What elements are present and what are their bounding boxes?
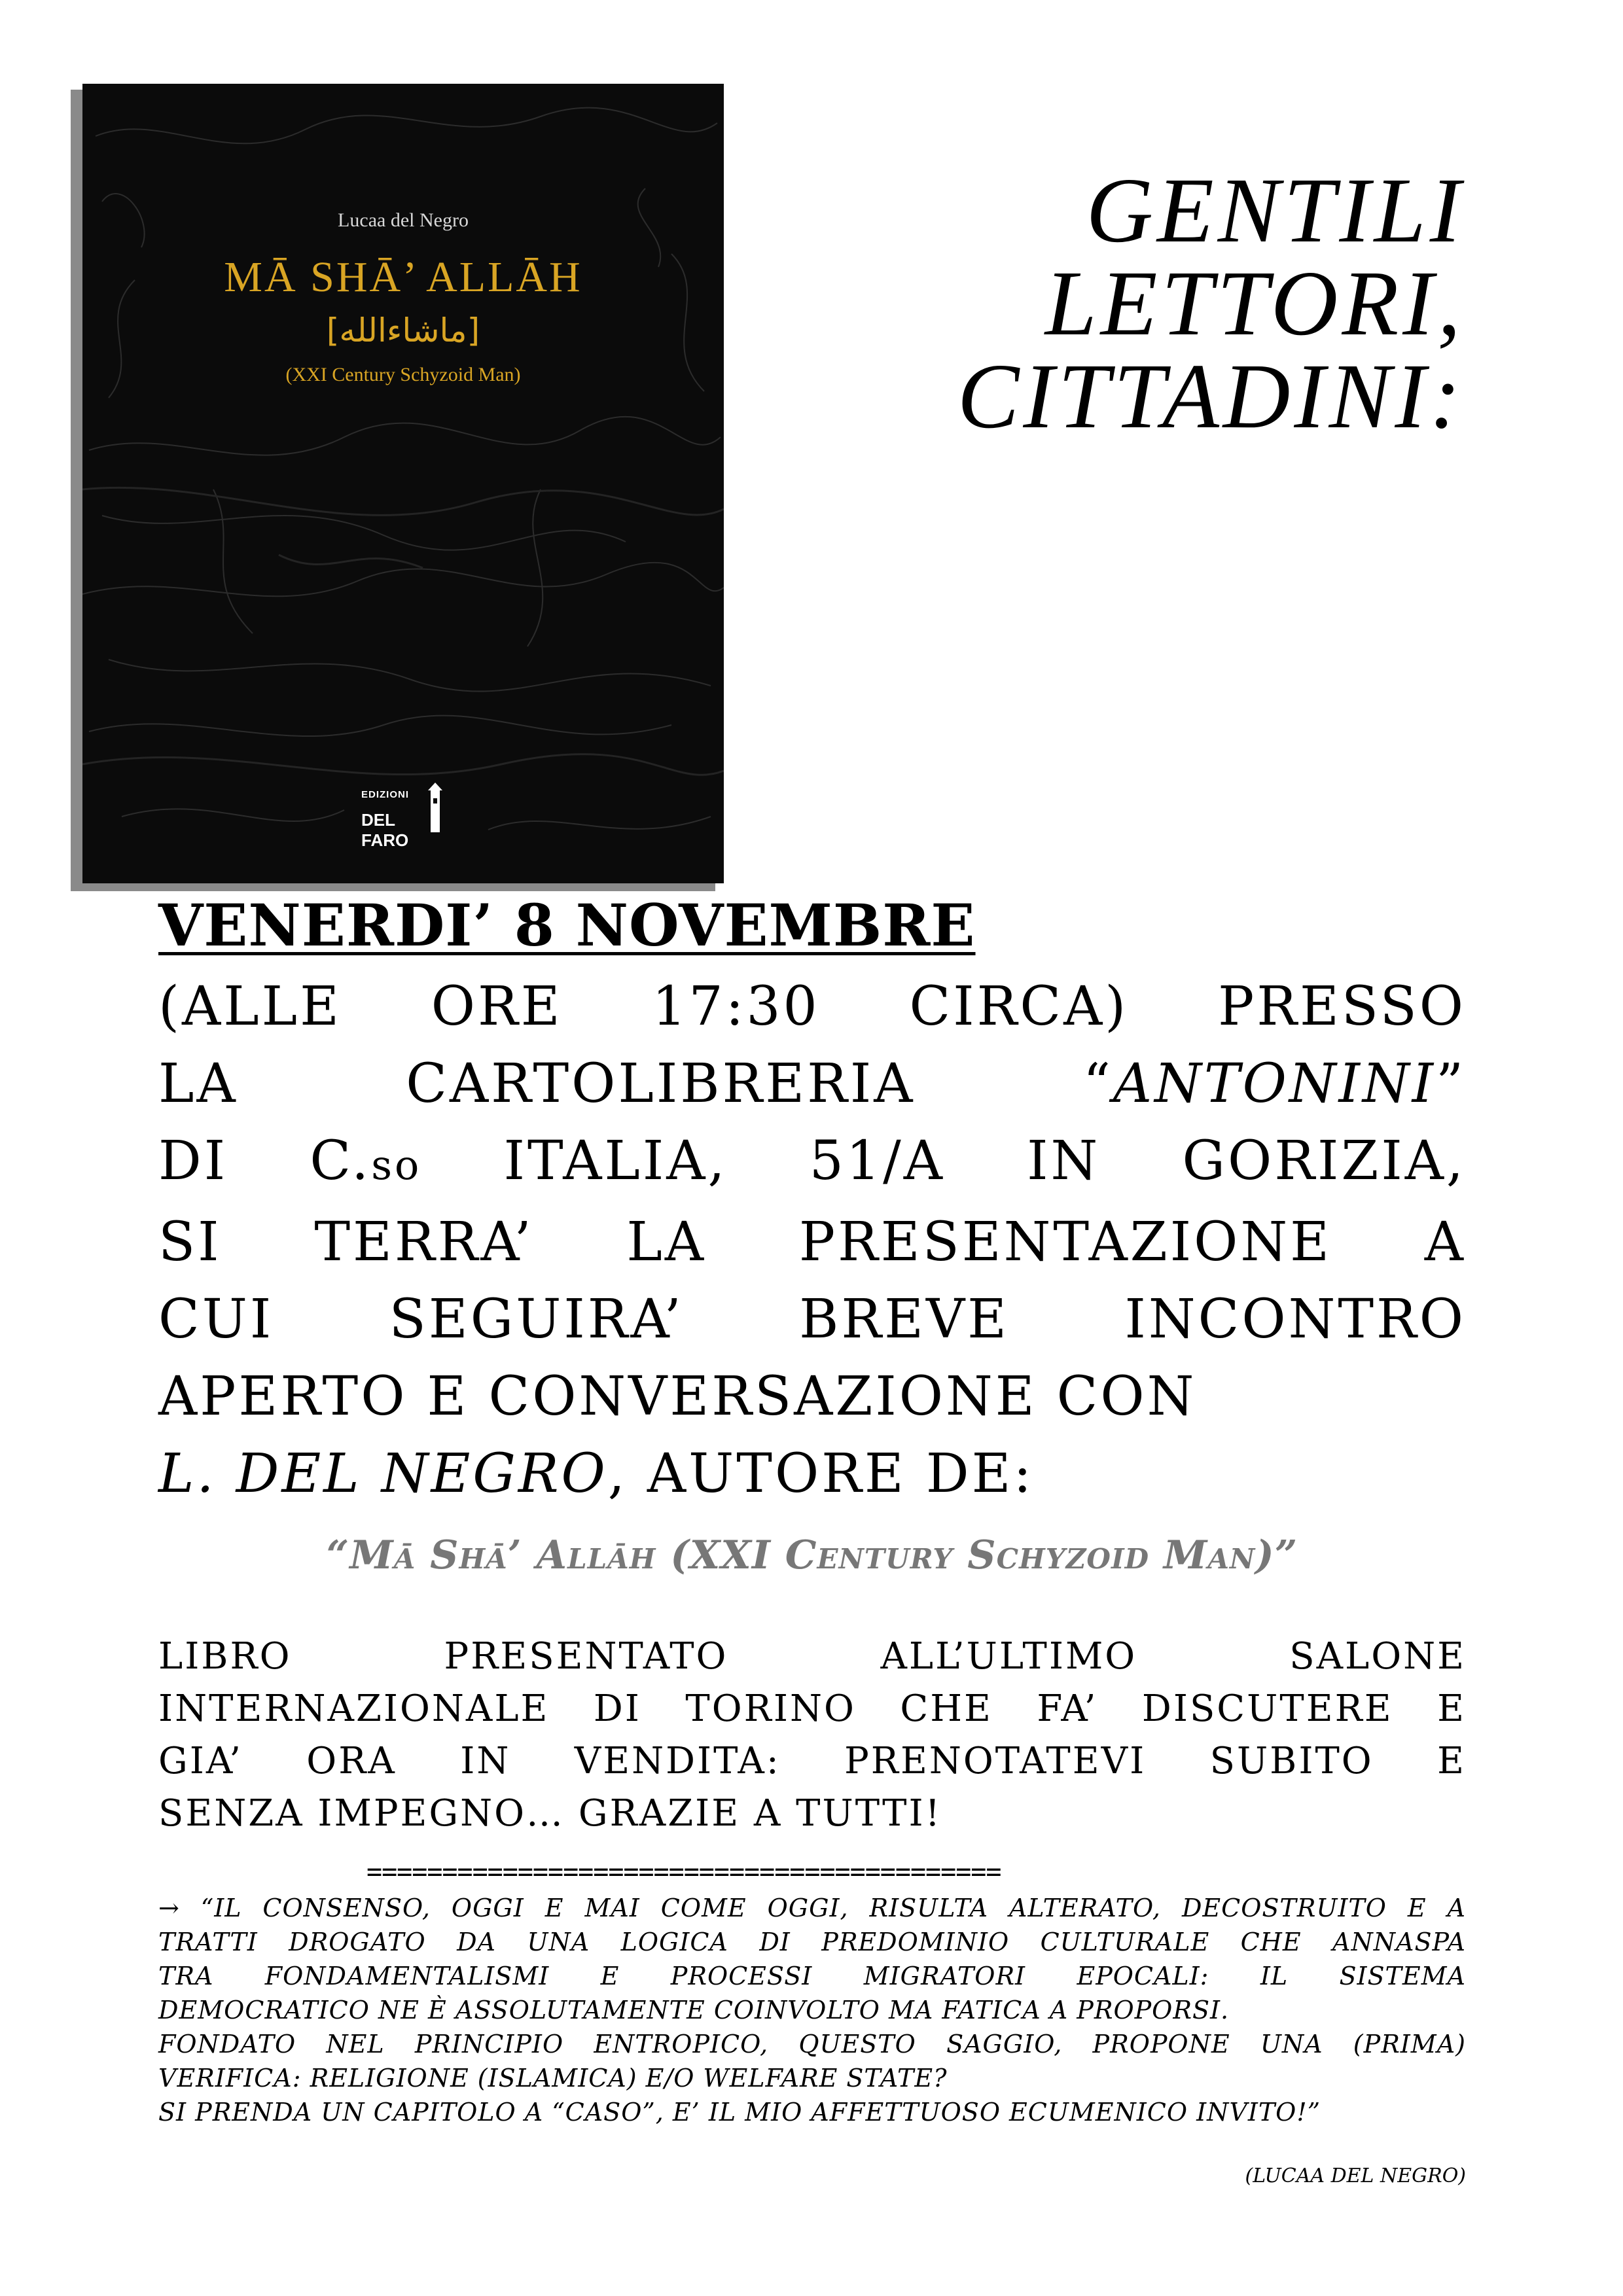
- info-line: INTERNAZIONALE DI TORINO CHE FA’ DISCUTERE E: [158, 1687, 1466, 1730]
- author-quote: [158, 1891, 1466, 2129]
- greeting-heading: [957, 158, 1465, 448]
- info-line: SENZA IMPEGNO… GRAZIE A TUTTI!: [158, 1792, 942, 1835]
- event-text: LA CARTOLIBRERIA “: [158, 1053, 1113, 1115]
- event-description: [158, 968, 1466, 1513]
- cover-arabic-title: [ماشاءالله]: [326, 311, 480, 349]
- book-title-quote: “Mā Shā’ Allāh (XXI Century Schyzoid Man)”: [326, 1532, 1298, 1578]
- publisher-line2: DEL FARO: [361, 810, 409, 850]
- event-text: so: [371, 1141, 422, 1189]
- signature: (LUCAA DEL NEGRO): [1245, 2164, 1466, 2187]
- event-line: SI TERRA’ LA PRESENTAZIONE A: [158, 1211, 1466, 1273]
- quote-line: FONDATO NEL PRINCIPIO ENTROPICO, QUESTO SAGGIO, PROPONE UNA (PRIMA): [158, 2030, 1466, 2058]
- quote-line: TRATTI DROGATO DA UNA LOGICA DI PREDOMINIO CULTURALE CHE ANNASPA: [158, 1928, 1466, 1956]
- publisher-logo: [361, 783, 446, 855]
- author-name: L. DEL NEGRO: [158, 1443, 608, 1505]
- lighthouse-icon: [425, 783, 445, 835]
- quote-line: VERIFICA: RELIGIONE (ISLAMICA) E/O WELFARE STATE?: [158, 2064, 948, 2093]
- quote-line: SI PRENDA UN CAPITOLO A “CASO”, E’ IL MIO AFFETTUOSO ECUMENICO INVITO!”: [158, 2098, 1321, 2127]
- cover-subtitle: (XXI Century Schyzoid Man): [285, 364, 521, 385]
- info-line: GIA’ ORA IN VENDITA: PRENOTATEVI SUBITO E: [158, 1740, 1466, 1782]
- publisher-line1: EDIZIONI: [361, 789, 410, 800]
- cover-author: Lucaa del Negro: [338, 209, 469, 231]
- event-line: [158, 1123, 1466, 1204]
- greeting-line: LETTORI,: [1044, 251, 1465, 355]
- event-line: CUI SEGUIRA’ BREVE INCONTRO: [158, 1288, 1466, 1351]
- greeting-line: CITTADINI:: [957, 344, 1465, 448]
- event-line: APERTO E CONVERSAZIONE CON: [158, 1366, 1197, 1428]
- quote-line: → “IL CONSENSO, OGGI E MAI COME OGGI, RISULTA ALTERATO, DECOSTRUITO E A: [158, 1894, 1466, 1922]
- event-text: ”: [1436, 1053, 1466, 1115]
- greeting-line: GENTILI: [1086, 158, 1465, 262]
- event-line: (ALLE ORE 17:30 CIRCA) PRESSO: [158, 976, 1466, 1038]
- event-line: [158, 1046, 1466, 1123]
- event-text: , AUTORE DE:: [607, 1443, 1035, 1505]
- event-date: VENERDI’ 8 NOVEMBRE: [158, 891, 976, 959]
- cover-texture: [82, 84, 724, 883]
- book-info: [158, 1631, 1466, 1840]
- quote-line: DEMOCRATICO NE È ASSOLUTAMENTE COINVOLTO MA FATICA A PROPORSI.: [158, 1996, 1230, 2024]
- event-text: ITALIA, 51/A IN GORIZIA,: [421, 1130, 1466, 1192]
- event-line: [158, 1436, 1466, 1513]
- venue-name: ANTONINI: [1113, 1053, 1436, 1115]
- separator: ==========================================: [366, 1857, 1001, 1887]
- book-cover: [82, 84, 724, 883]
- quote-line: TRA FONDAMENTALISMI E PROCESSI MIGRATORI EPOCALI: IL SISTEMA: [158, 1962, 1466, 1990]
- cover-title: MĀ SHĀ’ ALLĀH: [224, 253, 582, 301]
- event-text: DI C.: [158, 1130, 372, 1192]
- info-line: LIBRO PRESENTATO ALL’ULTIMO SALONE: [158, 1635, 1466, 1678]
